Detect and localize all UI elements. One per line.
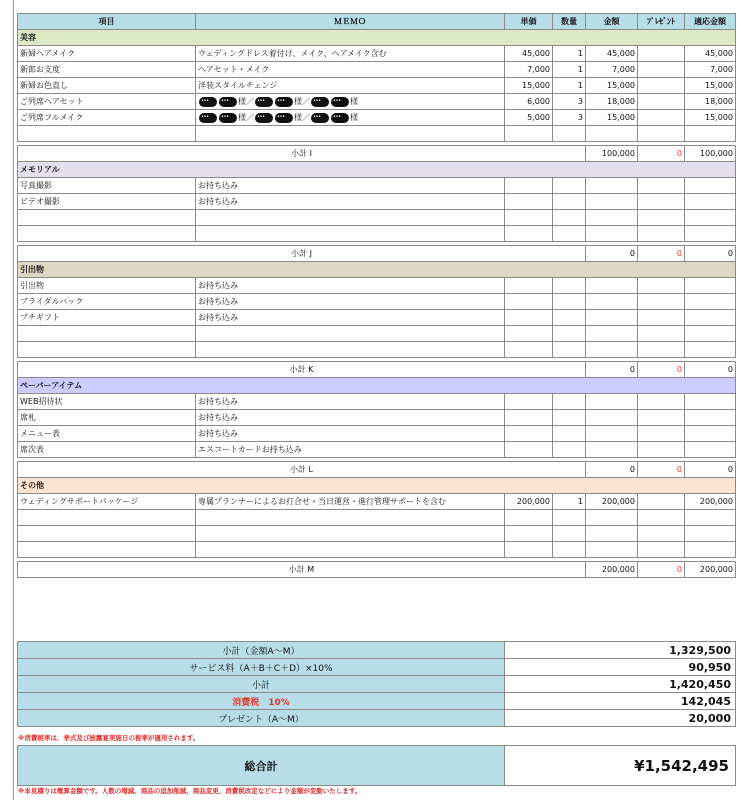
row-memo [196,110,505,126]
row-applied [685,178,736,194]
row-applied [685,410,736,426]
row-present [638,494,685,510]
row-present [638,46,685,62]
row-applied: 18,000 [685,94,736,110]
row-unit-price [505,126,553,142]
row-amount: 200,000 [586,494,638,510]
header-unit-price: 単価 [505,14,553,30]
row-item: 写真撮影 [18,178,196,194]
row-unit-price [505,426,553,442]
row-item [18,342,196,358]
row-item [18,226,196,242]
subtotal-applied: 0 [685,462,736,478]
summary-label-tax: 消費税 10% [18,693,505,710]
subtotal-amount: 0 [586,462,638,478]
subtotal-present: 0 [638,562,685,578]
summary-row [18,693,736,710]
summary-row [18,676,736,693]
row-amount [586,526,638,542]
row-present [638,78,685,94]
row-memo: ウェディングドレス着付け、メイク、ヘアメイク含む [196,46,505,62]
row-memo: お持ち込み [196,426,505,442]
row-qty [553,394,586,410]
row-item: 新婦ヘアメイク [18,46,196,62]
table-row [18,510,736,526]
summary-table [17,641,736,727]
table-row [18,342,736,358]
subtotal-row [18,146,736,162]
row-present [638,178,685,194]
row-memo: お持ち込み [196,178,505,194]
row-amount [586,410,638,426]
row-memo [196,94,505,110]
row-applied [685,226,736,242]
row-unit-price: 5,000 [505,110,553,126]
row-amount [586,394,638,410]
redacted-name-icon [255,113,273,123]
table-row [18,326,736,342]
row-applied [685,542,736,558]
summary-row [18,642,736,659]
section-title: 美容 [18,30,736,46]
header-applied: 適応金額 [685,14,736,30]
row-memo [196,526,505,542]
section-header [18,478,736,494]
table-row [18,526,736,542]
row-unit-price [505,278,553,294]
table-row [18,194,736,210]
honorific-text: 様／ [294,97,310,106]
row-memo: お持ち込み [196,278,505,294]
row-unit-price [505,294,553,310]
row-item [18,526,196,542]
subtotal-label: 小計 K [18,362,586,378]
left-margin-bar [0,0,14,800]
row-qty [553,210,586,226]
row-applied [685,294,736,310]
row-qty [553,294,586,310]
row-qty [553,326,586,342]
row-item: ブライダルバック [18,294,196,310]
grand-total-value: ¥1,542,495 [505,746,736,786]
table-row [18,294,736,310]
row-memo: ヘアセット・メイク [196,62,505,78]
row-unit-price [505,326,553,342]
row-applied: 15,000 [685,78,736,94]
row-memo: お持ち込み [196,410,505,426]
row-amount [586,310,638,326]
row-amount: 15,000 [586,110,638,126]
row-memo: 専属プランナーによるお打合せ・当日運営・進行管理サポートを含む [196,494,505,510]
row-unit-price [505,178,553,194]
row-applied [685,526,736,542]
redacted-name-icon [219,97,237,107]
section-header [18,378,736,394]
row-item: 新郎お支度 [18,62,196,78]
row-qty: 1 [553,78,586,94]
subtotal-amount: 200,000 [586,562,638,578]
section-header [18,262,736,278]
table-row [18,226,736,242]
redacted-name-icon [331,97,349,107]
row-applied [685,126,736,142]
grand-total-table [17,745,736,786]
table-row [18,178,736,194]
subtotal-amount: 100,000 [586,146,638,162]
row-item: ウェディングサポートパッケージ [18,494,196,510]
row-applied [685,394,736,410]
row-item: WEB招待状 [18,394,196,410]
summary-label: 小計（金額A～M） [18,642,505,659]
row-applied: 200,000 [685,494,736,510]
redacted-name-icon [255,97,273,107]
row-memo: お持ち込み [196,394,505,410]
redacted-name-icon [275,113,293,123]
row-amount [586,194,638,210]
header-present: ﾌﾟﾚｾﾞﾝﾄ [638,14,685,30]
row-present [638,326,685,342]
section-title: 引出物 [18,262,736,278]
summary-row [18,710,736,727]
row-present [638,194,685,210]
row-present [638,310,685,326]
row-amount: 45,000 [586,46,638,62]
row-qty [553,126,586,142]
table-row [18,542,736,558]
row-item: ご列席フルメイク [18,110,196,126]
section-title: メモリアル [18,162,736,178]
row-memo: エスコートカードお持ち込み [196,442,505,458]
row-unit-price [505,210,553,226]
honorific-text: 様／ [238,97,254,106]
subtotal-row [18,462,736,478]
row-qty [553,310,586,326]
table-row [18,310,736,326]
row-present [638,294,685,310]
row-item [18,326,196,342]
row-applied [685,326,736,342]
subtotal-applied: 200,000 [685,562,736,578]
subtotal-amount: 0 [586,362,638,378]
table-row [18,394,736,410]
row-item: プチギフト [18,310,196,326]
summary-value: 1,420,450 [505,676,736,693]
row-qty [553,442,586,458]
table-row [18,110,736,126]
row-amount [586,342,638,358]
row-present [638,226,685,242]
row-present [638,394,685,410]
tax-note: ※消費税率は、挙式及び披露宴実施日の税率が適用されます。 [18,734,200,742]
row-qty [553,194,586,210]
row-applied [685,278,736,294]
row-unit-price: 200,000 [505,494,553,510]
row-item: 新婦お色直し [18,78,196,94]
row-present [638,342,685,358]
estimate-table [17,13,736,578]
honorific-text: 様／ [238,113,254,122]
row-qty: 3 [553,110,586,126]
row-amount [586,278,638,294]
row-qty [553,526,586,542]
header-item: 項目 [18,14,196,30]
row-unit-price [505,226,553,242]
honorific-text: 様 [350,97,358,106]
row-amount [586,442,638,458]
subtotal-row [18,362,736,378]
row-amount: 15,000 [586,78,638,94]
row-memo: 洋装スタイルチェンジ [196,78,505,94]
row-unit-price [505,510,553,526]
honorific-text: 様 [350,113,358,122]
subtotal-label: 小計 I [18,146,586,162]
row-item: メニュー表 [18,426,196,442]
row-memo [196,126,505,142]
summary-row [18,659,736,676]
row-memo [196,542,505,558]
table-row [18,94,736,110]
table-row [18,210,736,226]
row-qty [553,542,586,558]
estimate-note: ※本見積りは概算金額です。人数の増減、商品の追加削減、商品変更、消費税改定などにより金額が変動いたします。 [18,787,362,795]
row-applied [685,510,736,526]
table-row [18,78,736,94]
table-header [18,14,736,30]
row-unit-price: 45,000 [505,46,553,62]
redacted-name-icon [331,113,349,123]
row-unit-price [505,410,553,426]
row-qty [553,178,586,194]
row-present [638,542,685,558]
header-qty: 数量 [553,14,586,30]
redacted-name-icon [219,113,237,123]
row-memo [196,326,505,342]
row-applied [685,210,736,226]
row-present [638,110,685,126]
row-unit-price: 6,000 [505,94,553,110]
redacted-name-icon [199,113,217,123]
subtotal-label: 小計 J [18,246,586,262]
header-memo: ＭＥＭＯ [196,14,505,30]
row-qty [553,342,586,358]
section-title: ペーパーアイテム [18,378,736,394]
row-applied [685,194,736,210]
row-item [18,542,196,558]
honorific-text: 様／ [294,113,310,122]
subtotal-applied: 0 [685,362,736,378]
row-qty [553,510,586,526]
row-amount [586,226,638,242]
row-applied [685,310,736,326]
row-unit-price [505,442,553,458]
subtotal-label: 小計 L [18,462,586,478]
row-item [18,510,196,526]
table-row [18,126,736,142]
row-unit-price: 15,000 [505,78,553,94]
row-memo [196,342,505,358]
row-item: ビデオ撮影 [18,194,196,210]
row-item: 席次表 [18,442,196,458]
row-amount [586,426,638,442]
section-header [18,30,736,46]
section-title: その他 [18,478,736,494]
row-memo: お持ち込み [196,310,505,326]
row-qty: 1 [553,62,586,78]
table-row [18,442,736,458]
row-unit-price [505,342,553,358]
row-present [638,442,685,458]
row-memo [196,210,505,226]
summary-value: 20,000 [505,710,736,727]
subtotal-applied: 0 [685,246,736,262]
row-item: 引出物 [18,278,196,294]
row-item [18,210,196,226]
row-amount: 7,000 [586,62,638,78]
row-amount [586,126,638,142]
row-item: 席札 [18,410,196,426]
header-amount: 金額 [586,14,638,30]
row-amount [586,326,638,342]
table-row [18,46,736,62]
summary-label: サービス料（A＋B＋C＋D）×10% [18,659,505,676]
summary-label: 小計 [18,676,505,693]
row-qty [553,278,586,294]
row-amount [586,510,638,526]
table-row [18,62,736,78]
redacted-name-icon [275,97,293,107]
summary-value: 90,950 [505,659,736,676]
subtotal-present: 0 [638,146,685,162]
row-amount [586,210,638,226]
row-amount [586,542,638,558]
row-applied [685,442,736,458]
subtotal-present: 0 [638,362,685,378]
summary-value: 1,329,500 [505,642,736,659]
row-present [638,426,685,442]
redacted-name-icon [311,113,329,123]
row-unit-price [505,542,553,558]
row-item: ご列席ヘアセット [18,94,196,110]
row-memo: お持ち込み [196,194,505,210]
row-applied [685,342,736,358]
summary-value: 142,045 [505,693,736,710]
row-applied [685,426,736,442]
subtotal-label: 小計 M [18,562,586,578]
subtotal-present: 0 [638,246,685,262]
row-unit-price: 7,000 [505,62,553,78]
redacted-name-icon [311,97,329,107]
row-memo [196,226,505,242]
row-present [638,410,685,426]
section-header [18,162,736,178]
grand-total-label: 総合計 [18,746,505,786]
table-row [18,426,736,442]
row-memo [196,510,505,526]
table-row [18,494,736,510]
table-row [18,410,736,426]
row-unit-price [505,394,553,410]
table-row [18,278,736,294]
row-present [638,210,685,226]
row-unit-price [505,194,553,210]
row-applied: 45,000 [685,46,736,62]
row-amount: 18,000 [586,94,638,110]
row-memo: お持ち込み [196,294,505,310]
row-present [638,278,685,294]
row-applied: 7,000 [685,62,736,78]
subtotal-applied: 100,000 [685,146,736,162]
row-present [638,526,685,542]
subtotal-present: 0 [638,462,685,478]
row-present [638,94,685,110]
redacted-name-icon [199,97,217,107]
row-qty: 3 [553,94,586,110]
row-qty [553,426,586,442]
subtotal-amount: 0 [586,246,638,262]
subtotal-row [18,562,736,578]
row-amount [586,294,638,310]
row-qty: 1 [553,46,586,62]
row-amount [586,178,638,194]
subtotal-row [18,246,736,262]
row-qty: 1 [553,494,586,510]
row-unit-price [505,526,553,542]
row-present [638,510,685,526]
row-qty [553,226,586,242]
row-present [638,126,685,142]
row-item [18,126,196,142]
row-qty [553,410,586,426]
row-present [638,62,685,78]
row-applied: 15,000 [685,110,736,126]
summary-label: プレゼント（A～M） [18,710,505,727]
row-unit-price [505,310,553,326]
